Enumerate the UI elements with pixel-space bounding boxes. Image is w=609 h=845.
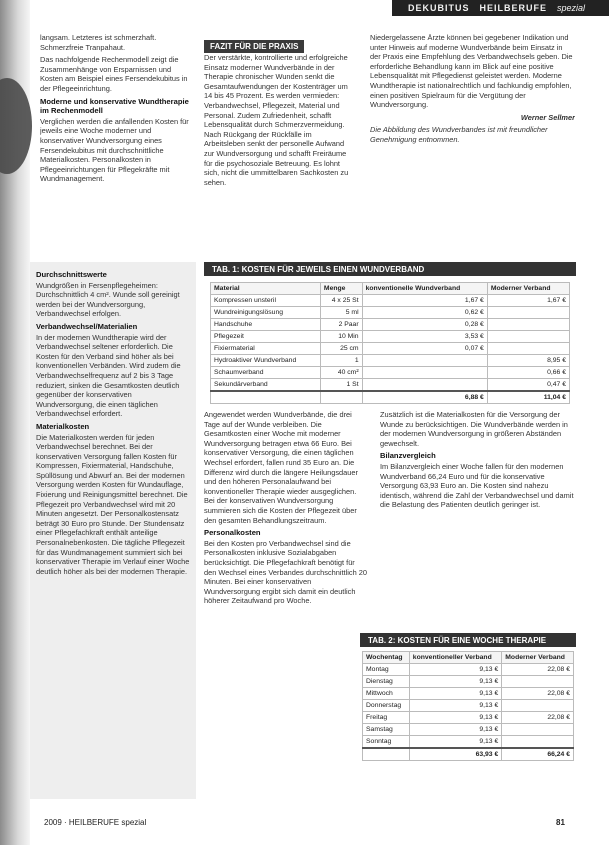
table-cell: 9,13 € [409,700,501,712]
column-1 [40,33,190,258]
column-2 [204,53,354,253]
table-row [363,724,574,736]
table-cell: Montag [363,664,410,676]
table-row [363,664,574,676]
table-header-cell: Wochentag [363,652,410,664]
table-cell: 40 cm² [320,367,362,379]
table-row [211,307,570,319]
table-cell [362,355,487,367]
author-name: Werner Sellmer [520,112,575,122]
right-body: Zusätzlich ist die Materialkosten für die Versorgung der Wunde zu berücksichtigen. Die Wundverbände werden in der modernen Wundversorgung in größeren Abständen gewechselt. [380,410,568,448]
table-row [211,355,570,367]
table-cell: Mittwoch [363,688,410,700]
intro-text-2: Das nachfolgende Rechenmodell zeigt die Zusammenhänge von Ersparnissen und Kosten am Beispiel eines Fersendekubitus in der Pflegeeinrichtung. [40,55,188,93]
table-cell: Kompressen unsteril [211,295,321,307]
footer-left: 2009 · HEILBERUFE spezial [44,818,147,827]
table-header-cell: Menge [320,283,362,295]
table-sum-cell: 6,88 € [362,391,487,404]
info-box [30,262,196,799]
table-cell: 10 Min [320,331,362,343]
column-3 [370,33,575,248]
image-credit: Die Abbildung des Wundverbandes ist mit freundlicher Genehmigung entnommen. [370,125,548,144]
table-cell: 25 cm [320,343,362,355]
table-cell [502,676,574,688]
table-row [363,688,574,700]
table-cell: 1,67 € [362,295,487,307]
table-cell: 9,13 € [409,688,501,700]
table-cell [502,700,574,712]
table-header-cell: konventionelle Wundverband [362,283,487,295]
table-cell: Hydroaktiver Wundverband [211,355,321,367]
table-cell: 5 ml [320,307,362,319]
table-cell: Freitag [363,712,410,724]
cost-table-2 [362,651,574,761]
table-cell: 0,62 € [362,307,487,319]
table-sum-row [363,748,574,761]
mid-body: Angewendet werden Wundverbände, die drei Tage auf der Wunde verbleiben. Die Gesamtkosten einer Woche mit moderner Wundversorgung betragen etwa 66 Euro. Bei konservativer Versorgung, die einen täglichen Wechsel erfordert, fallen rund 35 Euro an. Die Differenz wird durch die längere Heilungsdauer und den höheren Personalaufwand bei konventioneller Therapie wieder ausgeglichen. Bei der konservativen Wundversorgung summieren sich die Kosten der Pflegezeit über den gesamten Behandlungszeitraum. [204,410,358,525]
table-row [211,295,570,307]
table-header-cell: Material [211,283,321,295]
box-heading-3: Materialkosten [36,421,90,431]
table-cell: 1,67 € [487,295,569,307]
table2-title: TAB. 2: KOSTEN FÜR EINE WOCHE THERAPIE [360,633,576,647]
table-cell: Wundreinigungslösung [211,307,321,319]
col1-body: Verglichen werden die anfallenden Kosten für jeweils eine Woche moderner und konservativer Wundversorgung eines Fersendekubitus mit durchschnittliche Materialkosten. Personalkosten in Pflegeeinrichtungen für Pflegekräfte mit Wundmanagement. [40,116,189,184]
table-cell: 8,95 € [487,355,569,367]
col1-heading: Moderne und konservative Wundtherapie im Rechenmodell [40,96,189,116]
column-3-lower [380,410,575,620]
table-cell: 4 x 25 St [320,295,362,307]
table-header-cell: Moderner Verband [502,652,574,664]
table-cell: 0,07 € [362,343,487,355]
table-cell [487,343,569,355]
header-subtitle: spezial [557,3,586,13]
table-sum-cell [211,391,321,404]
page-number: 81 [556,818,565,827]
table-sum-cell [320,391,362,404]
table-row [363,700,574,712]
table-cell: 0,47 € [487,379,569,392]
table-cell: Pflegezeit [211,331,321,343]
header-category: HEILBERUFE [479,3,548,13]
table-cell: 9,13 € [409,664,501,676]
table-header-cell: Moderner Verband [487,283,569,295]
table-cell: Donnerstag [363,700,410,712]
table-sum-cell: 66,24 € [502,748,574,761]
table-sum-cell: 63,93 € [409,748,501,761]
table-row [211,343,570,355]
box-heading-1: Durchschnittswerte [36,270,107,279]
table-cell: 3,53 € [362,331,487,343]
table1-title: TAB. 1: KOSTEN FÜR JEWEILS EINEN WUNDVERBAND [204,262,576,276]
table-cell: 9,13 € [409,676,501,688]
table-cell [487,331,569,343]
table-cell: Dienstag [363,676,410,688]
table-row [211,379,570,392]
table-cell: 22,08 € [502,712,574,724]
table-sum-cell: 11,04 € [487,391,569,404]
table-cell: Samstag [363,724,410,736]
cost-table-1 [210,282,570,404]
intro-text-1: langsam. Letzteres ist schmerzhaft. Schmerzfreie Tranpahaut. [40,33,157,52]
box-text-1: Wundgrößen in Fersenpflegeheimen: Durchschnittlich 4 cm². Wunde soll gereinigt werden bei der Wundversorgung, Verbandwechsel erfolgen. [36,280,180,319]
table-cell: 2 Paar [320,319,362,331]
praxis-heading-box [204,36,304,54]
table-cell [487,319,569,331]
personal-heading: Personalkosten [204,528,261,538]
table-cell: 22,08 € [502,688,574,700]
table-cell: Sekundärverband [211,379,321,392]
praxis-heading: FAZIT FÜR DIE PRAXIS [204,40,304,53]
table-row [211,367,570,379]
table-sum-cell [363,748,410,761]
personal-body: Bei den Kosten pro Verbandwechsel sind die Personalkosten inklusive Sozialabgaben berücksichtigt. Die Pflegefachkraft benötigt für den Wechsel eines Verbandes durchschnittlich 20 Minuten. Bei einer konservativen Wundversorgung ergibt sich damit ein deutlich höherer Zeitaufwand pro Woche. [204,538,367,606]
table-row [211,331,570,343]
table-row [211,319,570,331]
table-cell: 9,13 € [409,736,501,749]
header-bar [392,0,609,16]
table-cell: 9,13 € [409,712,501,724]
table-cell: 0,66 € [487,367,569,379]
table-sum-row [211,391,570,404]
box-text-2: In der modernen Wundtherapie wird der Verbandwechsel seltener erforderlich. Die Kosten für den Verband sind höher als bei konventionellen Verbänden. Wird zudem die Verbandwechselfrequenz auf 2 bis 3 Tage reduziert, sinken die Gesamtkosten deutlich gegenüber der konservativen Wundversorgung, die einen täglichen Verbandwechsel erfordert. [36,332,181,419]
table-cell [502,724,574,736]
column-2-lower [204,410,369,800]
praxis-body: Der verstärkte, kontrollierte und erfolgreiche Einsatz moderner Wundverbände in der Therapie chronischer Wunden senkt die Gesamtaufwendungen der Kostenträger um 14 bis 45 Prozent. Es werden vermieden: Verbandwechsel, Pflegezeit, Material und Personal. Zudem Zufriedenheit, schafft Lebensqualität durch Schmerzvermeidung. Nach Rückgang der Rückfälle im Arbeitsleben senkt der personelle Aufwand zur Wundversorgung und schafft Freiräume für die psychosoziale Betreuung. Es lohnt sich, nicht die ummittelbaren Sachkosten zu sehen. [204,53,349,187]
table-cell: Fixiermaterial [211,343,321,355]
table-cell: Sonntag [363,736,410,749]
info-box-content [30,262,196,799]
table-cell [362,379,487,392]
table-cell: 22,08 € [502,664,574,676]
table-cell [362,367,487,379]
box-text-3: Die Materialkosten werden für jeden Verbandwechsel berechnet. Bei der konservativen Versorgung fallen Kosten für Kompressen, Fixiermaterial, Handschuhe, Spüllösung und Abwurf an. Bei der modernen Versorgung werden Kosten für Wundauflage, Fixierung und Reinigungsmittel berechnet. Die Pflegezeit pro Verbandwechsel wird mit 20 Minuten angesetzt. Der Personalkostensatz beträgt 30 Euro pro Stunde. Der Stundensatz einer Pflegefachkraft enthält anteilige Personalnebenkosten. Die tägliche Pflegezeit für das Wundmanagement summiert sich bei konservativer Therapie im Verlauf einer Woche deutlich höher als bei der modernen Therapie. [36,432,190,576]
table-cell: 0,28 € [362,319,487,331]
table-row [363,712,574,724]
header-section: DEKUBITUS [408,3,470,13]
table-cell: 1 St [320,379,362,392]
table-row [363,676,574,688]
bilanz-body: Im Bilanzvergleich einer Woche fallen für den modernen Wundverband 66,24 Euro und für die konservative Versorgung 63,93 Euro an. Die Kosten sind nahezu identisch, während die Zahl der Verbandwechsel und damit die Belastung des Patienten deutlich geringer ist. [380,461,574,510]
table-cell: 9,13 € [409,724,501,736]
table-cell: Schaumverband [211,367,321,379]
box-heading-2: Verbandwechsel/Materialien [36,321,138,331]
table-row [363,736,574,749]
bilanz-heading: Bilanzvergleich [380,451,436,461]
table-cell: 1 [320,355,362,367]
table-cell: Handschuhe [211,319,321,331]
table-cell [487,307,569,319]
table-header-cell: konventioneller Verband [409,652,501,664]
col3-body: Niedergelassene Ärzte können bei gegebener Indikation und unter Hinweis auf moderne Wundverbände beim Einsatz in der Praxis eine Empfehlung des Verbandwechsels geben. Die erforderliche Behandlung kann im Blick auf eine positive Lebensqualität mit Pflegedienst geleistet werden. Moderne Wundtherapie ist nationalrechtlich und fachkundig empfohlen, einen positiven Spielraum für die Vergütung der Wundversorgung. [370,33,573,110]
table-cell [502,736,574,749]
